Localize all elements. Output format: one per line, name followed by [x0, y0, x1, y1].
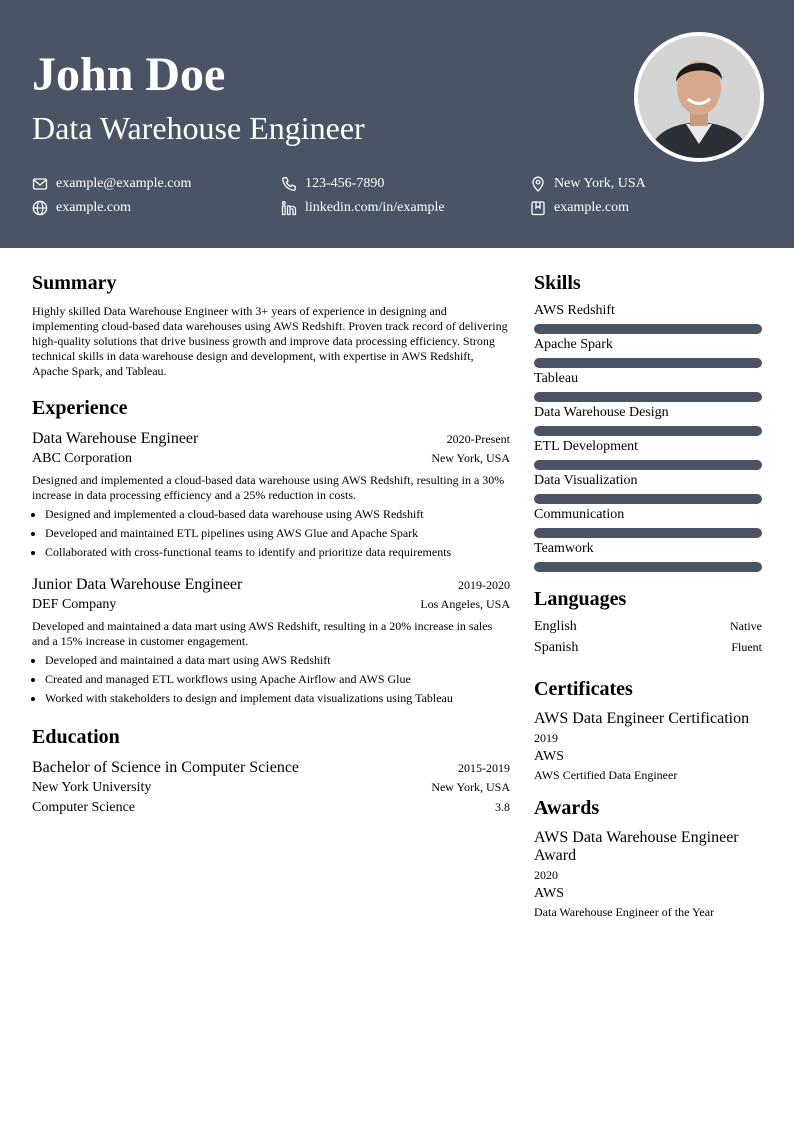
company-name: DEF Company [32, 597, 117, 612]
skill-name: ETL Development [534, 439, 639, 454]
job-dates: 2019-2020 [458, 578, 510, 592]
contact-phone[interactable] [281, 172, 384, 196]
skill-bar [534, 562, 762, 572]
job-title: Junior Data Warehouse Engineer [32, 576, 243, 593]
education-dates: 2015-2019 [458, 761, 510, 775]
certificates-section [534, 676, 762, 783]
experience-heading: Experience [32, 397, 128, 419]
languages-section [534, 586, 762, 658]
contact-email-text: example@example.com [56, 176, 192, 191]
school-name: New York University [32, 780, 152, 795]
skill-item [534, 404, 762, 436]
list-item: • Created and managed ETL workflows using Apache Airflow and AWS Glue [45, 670, 510, 689]
skill-bar [534, 392, 762, 402]
list-item: • Designed and implemented a cloud-based data warehouse using AWS Redshift [45, 505, 510, 524]
gpa: 3.8 [495, 800, 510, 814]
job-location: New York, USA [431, 451, 510, 465]
summary-heading: Summary [32, 272, 117, 294]
skills-list [534, 302, 762, 572]
contact-linkedin-text: linkedin.com/in/example [305, 200, 445, 215]
skill-bar [534, 426, 762, 436]
degree-title: Bachelor of Science in Computer Science [32, 759, 300, 776]
skill-name: Data Warehouse Design [534, 405, 669, 420]
contact-portfolio-text: example.com [554, 200, 630, 215]
contact-linkedin[interactable] [281, 196, 445, 220]
bookmark-icon [530, 200, 546, 216]
skills-section [534, 270, 762, 572]
contact-website-text: example.com [56, 200, 132, 215]
resume-header [0, 0, 794, 248]
experience-entry [32, 575, 510, 708]
skill-bar [534, 494, 762, 504]
skill-bar [534, 528, 762, 538]
language-item [534, 637, 762, 658]
school-location: New York, USA [431, 780, 510, 794]
skill-item [534, 540, 762, 572]
skill-bar [534, 460, 762, 470]
skills-heading: Skills [534, 272, 581, 294]
language-name: Spanish [534, 640, 579, 655]
skill-item [534, 438, 762, 470]
globe-icon [32, 200, 48, 216]
skill-name: Apache Spark [534, 337, 613, 352]
summary-section [32, 270, 510, 379]
language-level: Native [730, 619, 762, 633]
summary-text: Highly skilled Data Warehouse Engineer with 3+ years of experience in designing and implementing cloud-based data warehouses using AWS Redshift. Proven track record of delivering high-quality solutions that drive business growth and improve data processing efficiency. Strong technical skills in data warehouse design and development, with expertise in AWS Redshift, Apache Spark, and Tableau. [32, 304, 508, 378]
certificate-description: AWS Certified Data Engineer [534, 768, 678, 782]
skill-item [534, 370, 762, 402]
job-bullets [32, 505, 510, 562]
job-description: Developed and maintained a data mart using AWS Redshift, resulting in a 20% increase in sales and a 15% increase in customer engagement. [32, 619, 493, 648]
side-column [534, 270, 762, 920]
experience-section [32, 395, 510, 708]
list-item: • Developed and maintained a data mart using AWS Redshift [45, 651, 510, 670]
candidate-name: John Doe [32, 48, 226, 101]
certificates-heading: Certificates [534, 678, 633, 700]
linkedin-icon [281, 200, 297, 216]
award-description: Data Warehouse Engineer of the Year [534, 905, 715, 919]
contact-location [530, 172, 646, 196]
skill-name: Communication [534, 507, 625, 522]
job-bullets [32, 651, 510, 708]
job-dates: 2020-Present [446, 432, 510, 446]
phone-icon [281, 176, 297, 192]
contact-phone-text: 123-456-7890 [305, 176, 385, 191]
skill-bar [534, 324, 762, 334]
skill-item [534, 302, 762, 334]
skill-item [534, 336, 762, 368]
language-level: Fluent [731, 640, 762, 654]
skill-bar [534, 358, 762, 368]
skill-name: Teamwork [534, 541, 594, 556]
contact-portfolio[interactable] [530, 196, 629, 220]
language-name: English [534, 619, 577, 634]
job-description: Designed and implemented a cloud-based data warehouse using AWS Redshift, resulting in a 30% increase in data processing efficiency and a 25% reduction in costs. [32, 473, 505, 502]
languages-heading: Languages [534, 588, 627, 610]
skill-item [534, 472, 762, 504]
list-item: • Developed and maintained ETL pipelines using AWS Glue and Apache Spark [45, 524, 510, 543]
education-heading: Education [32, 726, 120, 748]
mail-icon [32, 176, 48, 192]
contact-location-text: New York, USA [554, 176, 646, 191]
skill-item [534, 506, 762, 538]
awards-section [534, 795, 762, 920]
field-of-study: Computer Science [32, 800, 136, 815]
skill-name: AWS Redshift [534, 303, 615, 318]
skill-name: Data Visualization [534, 473, 638, 488]
profile-photo [634, 32, 764, 162]
company-name: ABC Corporation [32, 451, 132, 466]
job-title: Data Warehouse Engineer [32, 430, 199, 447]
location-pin-icon [530, 176, 546, 192]
main-column [32, 270, 510, 818]
contact-website[interactable] [32, 196, 131, 220]
award-title: AWS Data Warehouse Engineer Award [534, 829, 739, 864]
candidate-title: Data Warehouse Engineer [32, 110, 365, 146]
certificate-year: 2019 [534, 731, 558, 745]
skill-name: Tableau [534, 371, 579, 386]
job-location: Los Angeles, USA [420, 597, 510, 611]
certificate-issuer: AWS [534, 749, 564, 764]
list-item: • Collaborated with cross-functional teams to identify and prioritize data requirements [45, 543, 510, 562]
profile-photo-image [638, 36, 760, 158]
contact-email[interactable] [32, 172, 191, 196]
award-year: 2020 [534, 868, 558, 882]
experience-entry [32, 429, 510, 562]
certificate-title: AWS Data Engineer Certification [534, 710, 750, 727]
language-item [534, 616, 762, 637]
award-issuer: AWS [534, 886, 564, 901]
list-item: • Worked with stakeholders to design and implement data visualizations using Tableau [45, 689, 510, 708]
education-section [32, 724, 510, 818]
awards-heading: Awards [534, 797, 600, 819]
